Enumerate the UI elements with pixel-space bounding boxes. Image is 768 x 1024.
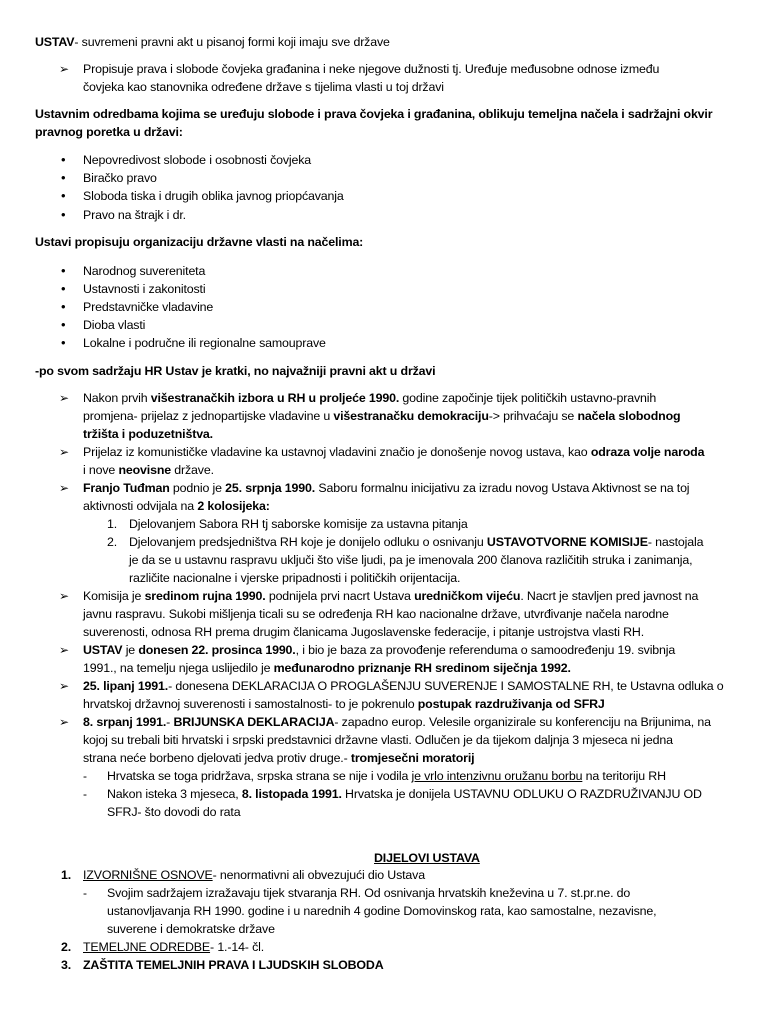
list-item: SFRJ- što dovodi do rata [107, 805, 241, 819]
paragraph-line: 25. lipanj 1991.- donesena DEKLARACIJA O PROGLAŠENJU SUVERENJE I SAMOSTALNE RH, te Ustavna odluka o [83, 679, 724, 693]
arrow-bullet-icon: ➢ [59, 62, 70, 76]
arrow-bullet-icon: ➢ [59, 589, 70, 603]
paragraph-line: Komisija je sredinom rujna 1990. podnijela prvi nacrt Ustava uredničkom vijeću. Nacrt je stavljen pred javnost na [83, 589, 699, 603]
numbered-marker: 1. [107, 517, 118, 531]
paragraph-line: Propisuje prava i slobode čovjeka građanina i neke njegove dužnosti tj. Uređuje međusobne odnose između [83, 62, 660, 76]
section-title: DIJELOVI USTAVA [374, 851, 480, 865]
paragraph-line: 8. srpanj 1991.- BRIJUNSKA DEKLARACIJA- zapadno europ. Velesile organizirale su konferenciju na Brijunima, na [83, 715, 711, 729]
list-item: Nepovredivost slobode i osobnosti čovjeka [83, 153, 312, 167]
paragraph-line: kojoj su trebali biti hrvatski i srpski predstavnici državne vlasti. Odlučen je da tijekom daljnja 3 mjeseca ni jedna [83, 733, 673, 747]
paragraph-line: hrvatskoj državnoj suverenosti i samostalnosti- to je pokrenulo postupak razdruživanja od SFRJ [83, 697, 605, 711]
paragraph-line: i nove neovisne države. [83, 463, 214, 477]
section-heading: -po svom sadržaju HR Ustav je kratki, no najvažniji pravni akt u državi [35, 364, 436, 378]
paragraph-line: javnu raspravu. Sukobi mišljenja ticali su se određenja RH kao nacionalne države, utvrđivanje načela narodne [83, 607, 669, 621]
list-item: Hrvatska se toga pridržava, srpska strana se nije i vodila je vrlo intenzivnu oružanu borbu na teritoriju RH [107, 769, 666, 783]
paragraph-line: tržišta i poduzetništva. [83, 427, 213, 441]
dash-bullet-icon: - [83, 787, 87, 801]
list-item: Narodnog suvereniteta [83, 264, 206, 278]
list-item: Lokalne i područne ili regionalne samouprave [83, 336, 326, 350]
dash-bullet-icon: - [83, 769, 87, 783]
list-item: Predstavničke vladavine [83, 300, 214, 314]
numbered-item: TEMELJNE ODREDBE- 1.-14- čl. [83, 940, 265, 954]
numbered-item: ZAŠTITA TEMELJNIH PRAVA I LJUDSKIH SLOBODA [83, 958, 384, 972]
numbered-marker: 2. [107, 535, 118, 549]
paragraph-line: čovjeka kao stanovnika određene države s tijelima vlasti u toj državi [83, 80, 444, 94]
bullet-icon: • [61, 317, 66, 332]
arrow-bullet-icon: ➢ [59, 679, 70, 693]
arrow-bullet-icon: ➢ [59, 715, 70, 729]
intro-term: USTAV [35, 35, 75, 49]
list-item: Ustavnosti i zakonitosti [83, 282, 206, 296]
numbered-marker: 3. [61, 958, 72, 972]
list-item: Svojim sadržajem izražavaju tijek stvaranja RH. Od osnivanja hrvatskih kneževina u 7. st.pr.ne. do [107, 886, 631, 900]
numbered-item: Djelovanjem Sabora RH tj saborske komisije za ustavna pitanja [129, 517, 468, 531]
numbered-marker: 2. [61, 940, 72, 954]
list-item: Sloboda tiska i drugih oblika javnog priopćavanja [83, 189, 344, 203]
numbered-item: različite nacionalne i vjerske pripadnosti i političkih orijentacija. [129, 571, 461, 585]
intro-line: USTAV- suvremeni pravni akt u pisanoj formi koji imaju sve države [35, 35, 390, 49]
dash-bullet-icon: - [83, 886, 87, 900]
numbered-item: je da se u ustavnu raspravu uključi što više ljudi, pa je imenovala 200 članova različitih struka i zanimanja, [129, 553, 693, 567]
list-item: Pravo na štrajk i dr. [83, 208, 186, 222]
numbered-item: IZVORNIŠNE OSNOVE- nenormativni ali obvezujući dio Ustava [83, 868, 425, 882]
paragraph-line: USTAV je donesen 22. prosinca 1990., i bio je baza za provođenje referenduma o samoodređenju 19. svibnja [83, 643, 676, 657]
section-heading: Ustavi propisuju organizaciju državne vlasti na načelima: [35, 235, 364, 249]
bullet-icon: • [61, 207, 66, 222]
list-item: Biračko pravo [83, 171, 157, 185]
paragraph-line: aktivnosti odvijala na 2 kolosijeka: [83, 499, 270, 513]
section-heading: pravnog poretka u državi: [35, 125, 183, 139]
paragraph-line: strana neće borbeno djelovati jedva protiv druge.- tromjesečni moratorij [83, 751, 475, 765]
arrow-bullet-icon: ➢ [59, 445, 70, 459]
paragraph-line: Prijelaz iz komunističke vladavine ka ustavnoj vladavini značio je donošenje novog ustava, kao odraza volje naroda [83, 445, 705, 459]
arrow-bullet-icon: ➢ [59, 391, 70, 405]
list-item: suverene i demokratske države [107, 922, 275, 936]
list-item: Dioba vlasti [83, 318, 146, 332]
bullet-icon: • [61, 263, 66, 278]
bullet-icon: • [61, 299, 66, 314]
arrow-bullet-icon: ➢ [59, 481, 70, 495]
bullet-icon: • [61, 335, 66, 350]
numbered-item: Djelovanjem predsjedništva RH koje je donijelo odluku o osnivanju USTAVOTVORNE KOMISIJE- nastojala [129, 535, 704, 549]
paragraph-line: promjena- prijelaz z jednopartijske vladavine u višestranačku demokraciju-> prihvaćaju se načela slobodnog [83, 409, 681, 423]
paragraph-line: Nakon prvih višestranačkih izbora u RH u proljeće 1990. godine započinje tijek političkih ustavno-pravnih [83, 391, 657, 405]
bullet-icon: • [61, 170, 66, 185]
bullet-icon: • [61, 188, 66, 203]
section-heading: Ustavnim odredbama kojima se uređuju slobode i prava čovjeka i građanina, oblikuju temeljna načela i sadržajni okvir [35, 107, 713, 121]
paragraph-line: suverenosti, odnosa RH prema drugim članicama Jugoslavenske federacije, i pitanje ustrojstva vlasti RH. [83, 625, 644, 639]
list-item: ustanovljavanja RH 1990. godine i u narednih 4 godine Domovinskog rata, kao samostalne, nezavisne, [107, 904, 657, 918]
bullet-icon: • [61, 152, 66, 167]
paragraph-line: Franjo Tuđman podnio je 25. srpnja 1990. Saboru formalnu inicijativu za izradu novog Ustava Aktivnost se na toj [83, 481, 690, 495]
bullet-icon: • [61, 281, 66, 296]
list-item: Nakon isteka 3 mjeseca, 8. listopada 1991. Hrvatska je donijela USTAVNU ODLUKU O RAZDRUŽIVANJU OD [107, 787, 702, 801]
numbered-marker: 1. [61, 868, 72, 882]
arrow-bullet-icon: ➢ [59, 643, 70, 657]
paragraph-line: 1991., na temelju njega uslijedilo je međunarodno priznanje RH sredinom siječnja 1992. [83, 661, 571, 675]
